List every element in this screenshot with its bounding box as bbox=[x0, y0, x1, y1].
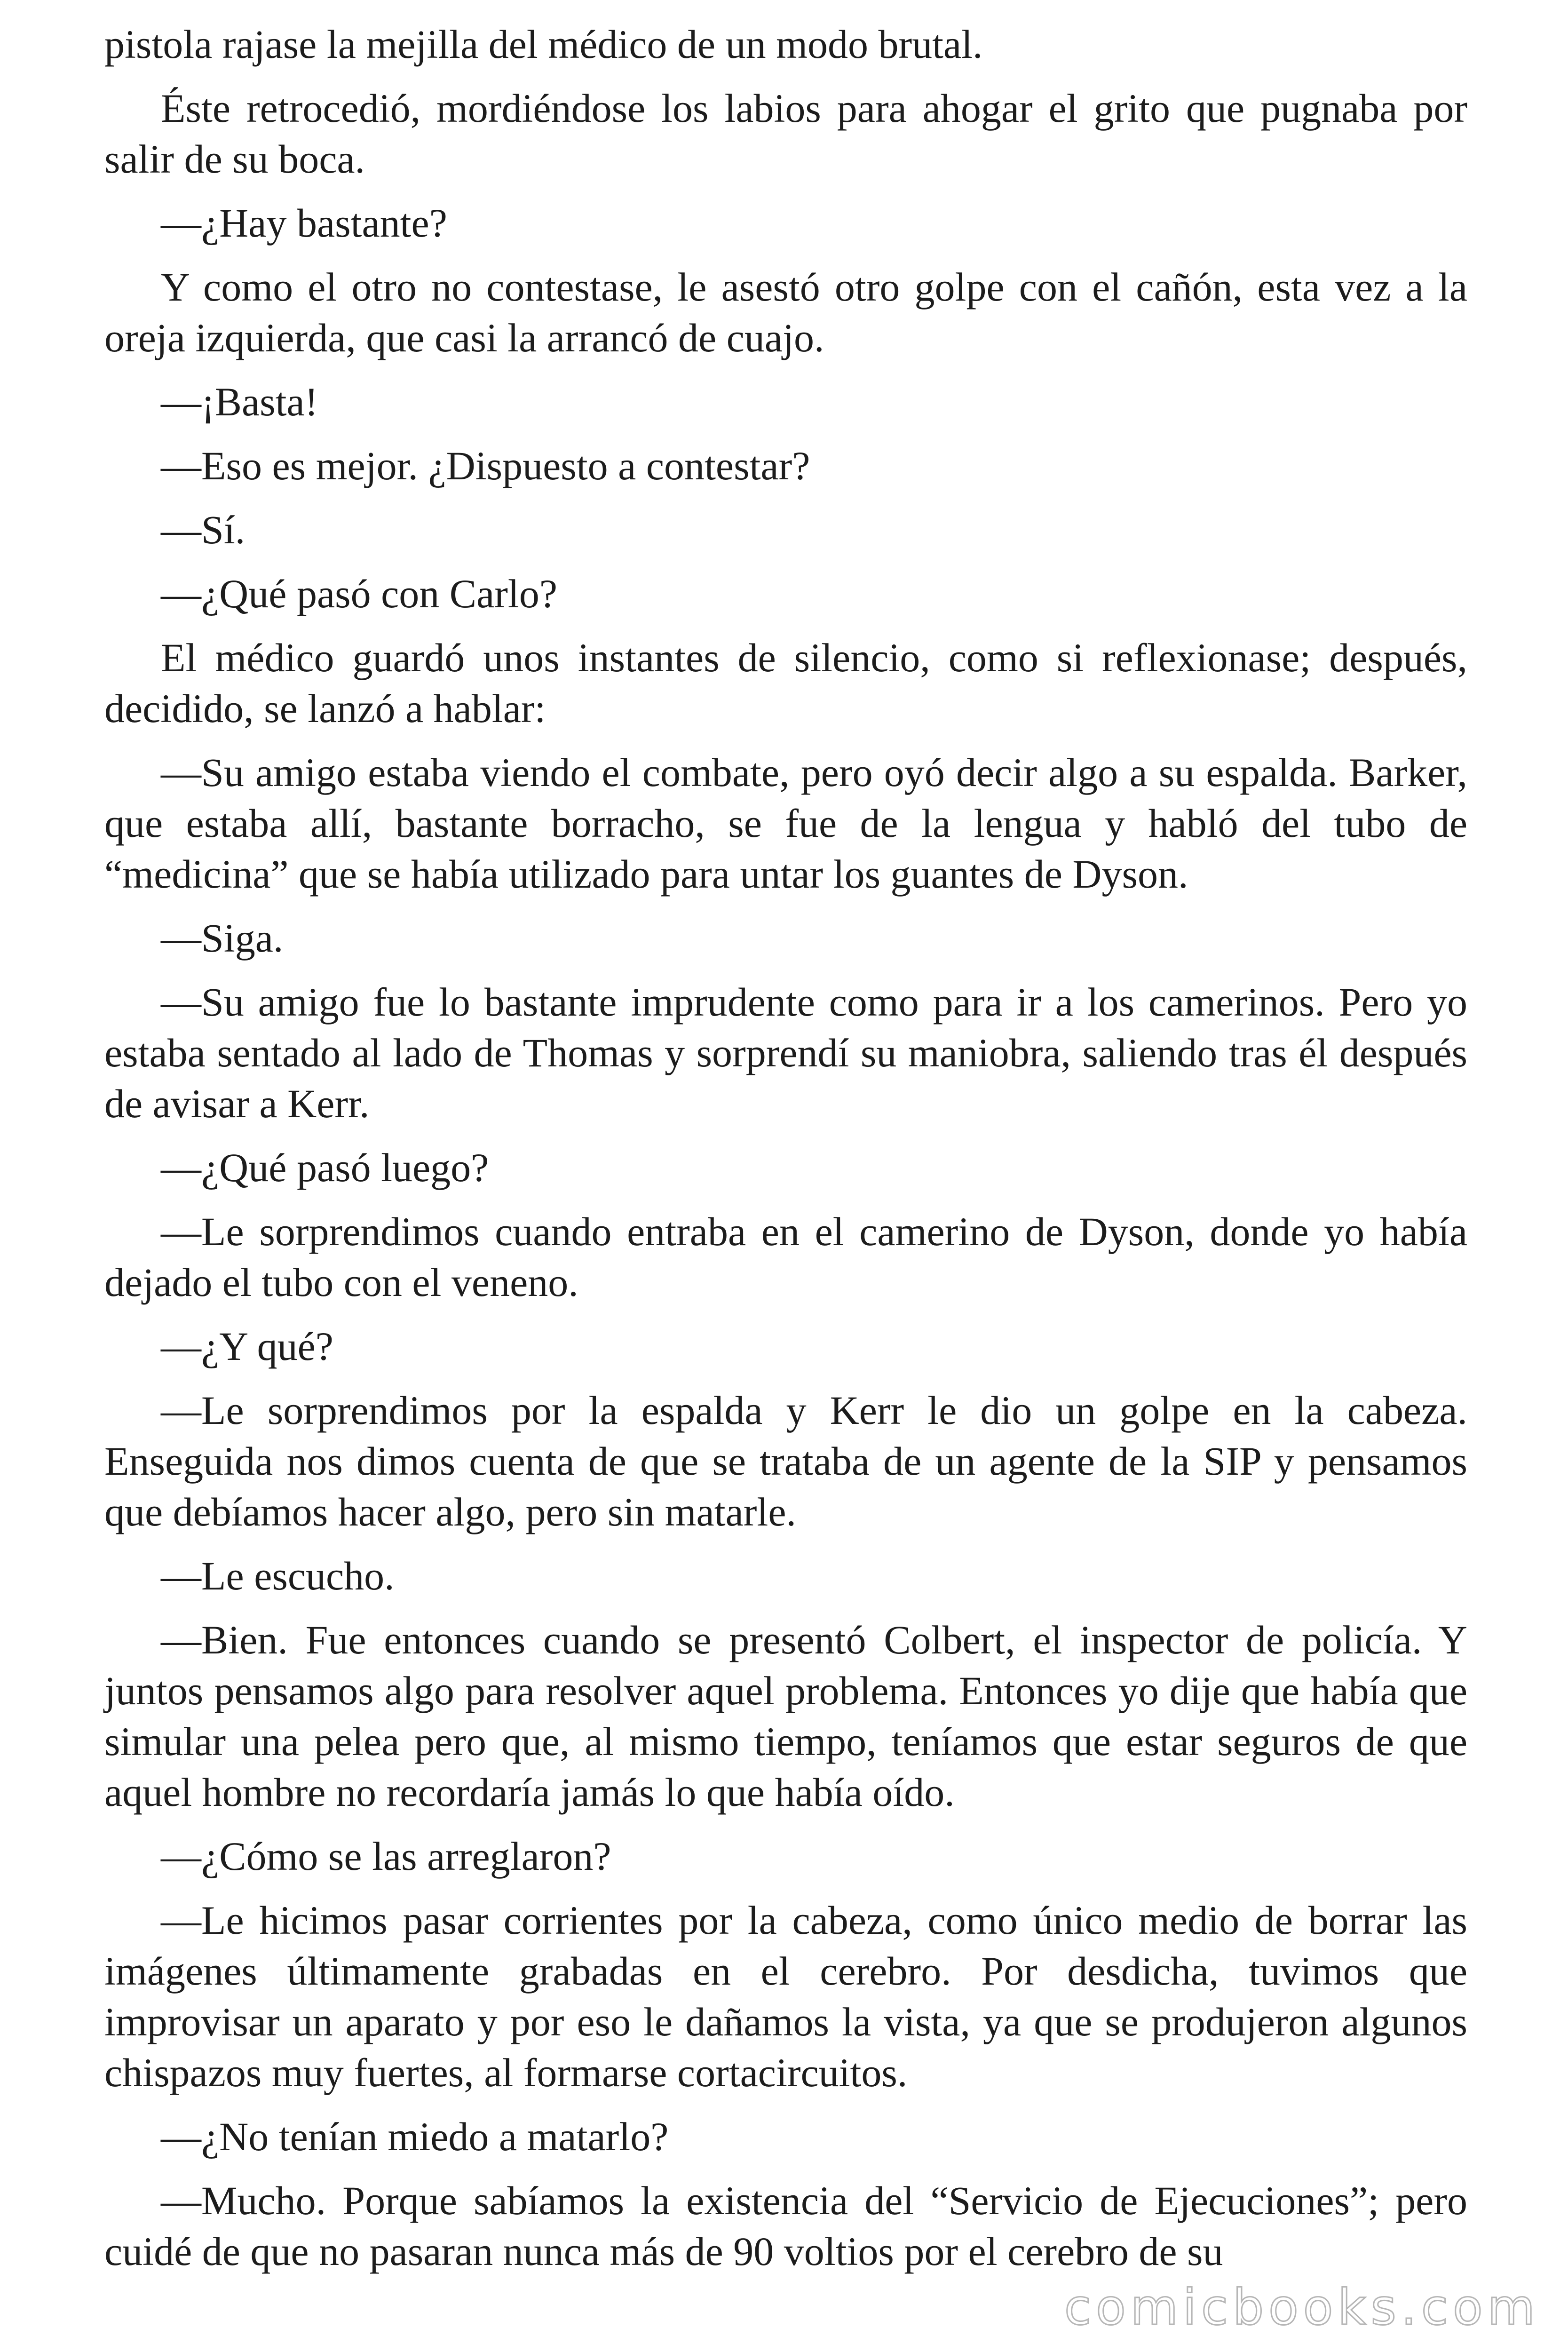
body-text bbox=[104, 19, 1467, 2290]
paragraph: —¡Basta! bbox=[161, 379, 318, 424]
paragraph: —Su amigo estaba viendo el combate, pero oyó decir algo a su espalda. Barker, que estaba allí, bastante borracho, se fue de la lengua y habló del tubo de “medicina” que se había utilizado para untar los guantes de Dyson. bbox=[104, 750, 1467, 897]
paragraph: —Le escucho. bbox=[161, 1553, 395, 1598]
paragraph: —¿Y qué? bbox=[161, 1324, 333, 1369]
paragraph: pistola rajase la mejilla del médico de un modo brutal. bbox=[104, 22, 983, 67]
paragraph: —¿Hay bastante? bbox=[161, 200, 447, 246]
paragraph: Y como el otro no contestase, le asestó otro golpe con el cañón, esta vez a la oreja izquierda, que casi la arrancó de cuajo. bbox=[104, 264, 1467, 360]
paragraph: —Siga. bbox=[161, 915, 284, 961]
paragraph: —¿Cómo se las arreglaron? bbox=[161, 1834, 611, 1879]
paragraph: —¿Qué pasó con Carlo? bbox=[161, 571, 557, 616]
watermark: comicbooks.com bbox=[1064, 2279, 1540, 2336]
paragraph: —Sí. bbox=[161, 507, 245, 552]
paragraph: —Eso es mejor. ¿Dispuesto a contestar? bbox=[161, 443, 810, 488]
paragraph: —¿Qué pasó luego? bbox=[161, 1145, 489, 1190]
paragraph: —¿No tenían miedo a matarlo? bbox=[161, 2114, 669, 2159]
paragraph: —Mucho. Porque sabíamos la existencia del “Servicio de Ejecuciones”; pero cuidé de que no pasaran nunca más de 90 voltios por el cerebro de su bbox=[104, 2178, 1467, 2274]
paragraph: Éste retrocedió, mordiéndose los labios para ahogar el grito que pugnaba por salir de su boca. bbox=[104, 86, 1467, 182]
paragraph: —Bien. Fue entonces cuando se presentó Colbert, el inspector de policía. Y juntos pensamos algo para resolver aquel problema. Entonces yo dije que había que simular una pelea pero que, al mismo tiempo, teníamos que estar seguros de que aquel hombre no recordaría jamás lo que había oído. bbox=[104, 1617, 1467, 1815]
paragraph: —Le hicimos pasar corrientes por la cabeza, como único medio de borrar las imágenes últimamente grabadas en el cerebro. Por desdicha, tuvimos que improvisar un aparato y por eso le dañamos la vista, ya que se produjeron algunos chispazos muy fuertes, al formarse cortacircuitos. bbox=[104, 1898, 1467, 2095]
paragraph: El médico guardó unos instantes de silencio, como si reflexionase; después, decidido, se lanzó a hablar: bbox=[104, 635, 1467, 731]
paragraph: —Su amigo fue lo bastante imprudente como para ir a los camerinos. Pero yo estaba sentado al lado de Thomas y sorprendí su maniobra, saliendo tras él después de avisar a Kerr. bbox=[104, 979, 1467, 1126]
paragraph: —Le sorprendimos por la espalda y Kerr le dio un golpe en la cabeza. Enseguida nos dimos cuenta de que se trataba de un agente de la SIP y pensamos que debíamos hacer algo, pero sin matarle. bbox=[104, 1388, 1467, 1534]
paragraph: —Le sorprendimos cuando entraba en el camerino de Dyson, donde yo había dejado el tubo con el veneno. bbox=[104, 1209, 1467, 1305]
